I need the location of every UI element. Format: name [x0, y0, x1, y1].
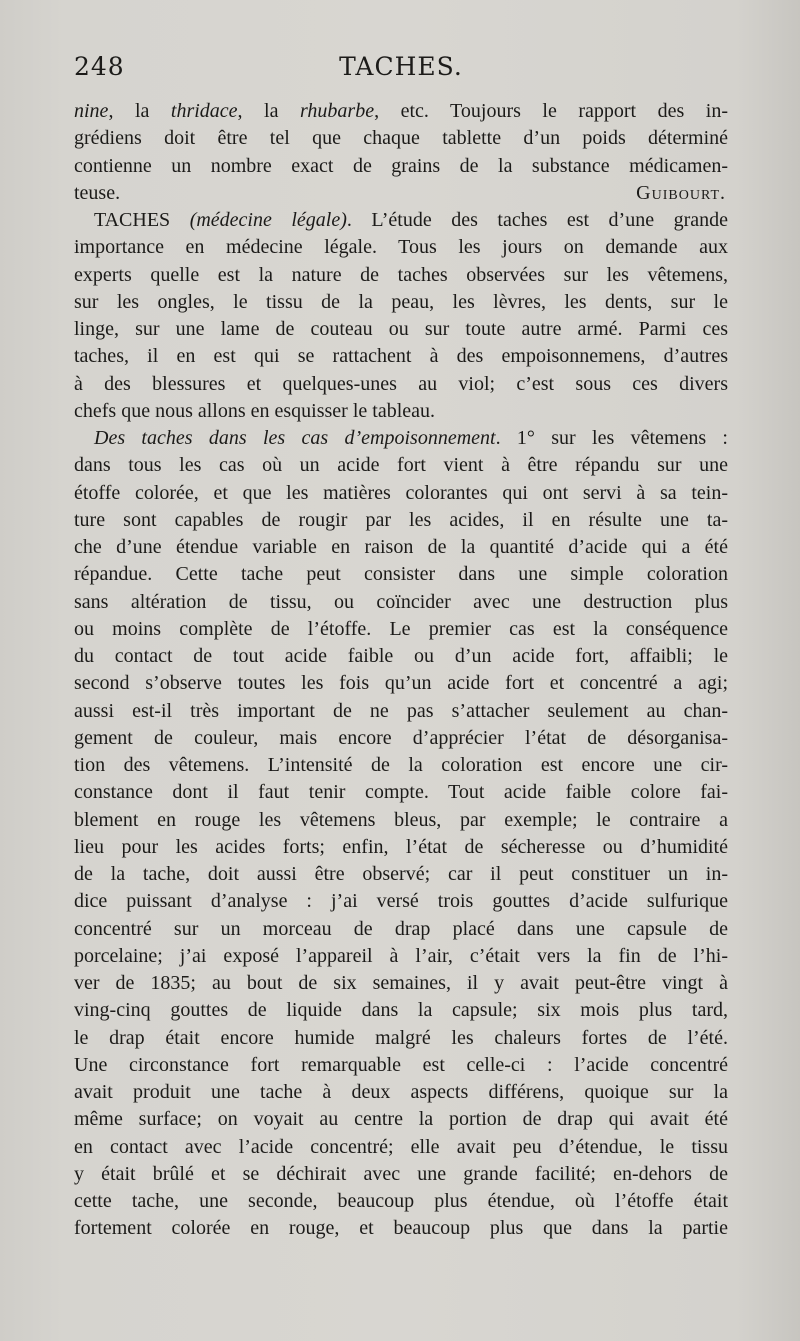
text-line: à des blessures et quelques-unes au viol; c’est sous ces divers — [74, 372, 728, 395]
text-line: importance en médecine légale. Tous les jours on demande aux — [74, 236, 728, 259]
italic-term: nine — [74, 100, 109, 122]
text-line: même surface; on voyait au centre la portion de drap qui avait été — [74, 1108, 728, 1131]
text-line: étoffe colorée, et que les matières colorantes qui ont servi à sa tein- — [74, 481, 728, 504]
page-number: 248 — [74, 52, 125, 81]
paragraph-lines — [74, 452, 728, 1242]
italic-term: rhubarbe — [300, 100, 375, 122]
text-line: ou moins complète de l’étoffe. Le premier cas est la conséquence — [74, 617, 728, 640]
text-run: , la — [237, 100, 300, 122]
text-line: ving-cinq gouttes de liquide dans la capsule; six mois plus tard, — [74, 999, 728, 1022]
text-line: aussi est-il très important de ne pas s’attacher seulement au chan- — [74, 699, 728, 722]
paragraph-continuation — [74, 98, 728, 207]
text-run: . 1° sur les vêtemens : — [495, 427, 728, 449]
text-line: Une circonstance fort remarquable est celle-ci : l’acide concentré — [74, 1053, 728, 1076]
signature-line — [74, 180, 728, 207]
text-line: le drap était encore humide malgré les chaleurs fortes de l’été. — [74, 1026, 728, 1049]
paragraph-taches-medecine-legale — [74, 207, 728, 425]
text-line: concentré sur un morceau de drap placé dans une capsule de — [74, 917, 728, 940]
text-run: . L’étude des taches est d’une grande — [346, 209, 729, 231]
text-line: tion des vêtemens. L’intensité de la coloration est encore une cir- — [74, 754, 728, 776]
text-line: fortement colorée en rouge, et beaucoup plus que dans la partie — [74, 1217, 728, 1240]
text-line: ture sont capables de rougir par les acides, il en résulte une ta- — [74, 508, 728, 531]
text-line: blement en rouge les vêtemens bleus, par exemple; le contraire a — [74, 808, 728, 831]
author-signature: Guibourt. — [636, 181, 726, 204]
page-header — [74, 52, 728, 88]
text-line: experts quelle est la nature de taches observées sur les vêtemens, — [74, 263, 728, 286]
text-line: dans tous les cas où un acide fort vient à être répandu sur une — [74, 454, 728, 477]
text-line: linge, sur une lame de couteau ou sur toute autre armé. Parmi ces — [74, 318, 728, 340]
italic-term: thridace — [170, 100, 238, 122]
text-line: constance dont il faut tenir compte. Tout acide faible colore fai- — [74, 781, 728, 804]
text-line: gement de couleur, mais encore d’apprécier l’état de désorganisa- — [74, 726, 728, 749]
text-line: du contact de tout acide faible ou d’un acide fort, affaibli; le — [74, 645, 728, 667]
text-line: chefs que nous allons en esquisser le tableau. — [74, 399, 436, 422]
text-run: , la — [108, 100, 171, 122]
text-line: ver de 1835; au bout de six semaines, il y avait peut-être vingt à — [74, 972, 728, 994]
italic-term: (médecine légale) — [189, 209, 347, 231]
text-line: avait produit une tache à deux aspects différens, quoique sur la — [74, 1081, 728, 1103]
text-line — [74, 98, 728, 125]
entry-heading: TACHES — [94, 209, 190, 231]
text-line: sans altération de tissu, ou coïncider avec une destruction plus — [74, 590, 728, 613]
text-run: , etc. Toujours le rapport des in- — [374, 100, 728, 122]
text-line — [74, 207, 728, 234]
text-line: répandue. Cette tache peut consister dans une simple coloration — [74, 563, 728, 586]
text-line: second s’observe toutes les fois qu’un acide fort et concentré a agi; — [74, 672, 728, 695]
text-line: sur les ongles, le tissu de la peau, les lèvres, les dents, sur le — [74, 290, 728, 313]
text-line: che d’une étendue variable en raison de la quantité d’acide qui a été — [74, 536, 728, 558]
text-line: de la tache, doit aussi être observé; car il peut constituer un in- — [74, 863, 728, 885]
text-line: y était brûlé et se déchirait avec une grande facilité; en-dehors de — [74, 1162, 728, 1185]
text-line: cette tache, une seconde, beaucoup plus étendue, où l’étoffe était — [74, 1190, 728, 1212]
italic-subheading: Des taches dans les cas d’empoisonnement — [94, 427, 496, 449]
text-line: en contact avec l’acide concentré; elle avait peu d’étendue, le tissu — [74, 1135, 728, 1158]
text-line: dice puissant d’analyse : j’ai versé trois gouttes d’acide sulfurique — [74, 890, 728, 913]
text-line: porcelaine; j’ai exposé l’appareil à l’air, c’était vers la fin de l’hi- — [74, 944, 728, 967]
text-line: taches, il en est qui se rattachent à des empoisonnemens, d’autres — [74, 345, 728, 368]
text-line: teuse. — [74, 181, 121, 204]
text-line — [74, 425, 728, 452]
page-body — [74, 98, 728, 1243]
paragraph-empoisonnement — [74, 425, 728, 1243]
text-line: grédiens doit être tel que chaque tablette d’un poids déterminé — [74, 127, 728, 150]
text-line: contienne un nombre exact de grains de la substance médicamen- — [74, 154, 728, 177]
running-title: TACHES. — [339, 52, 463, 81]
text-line: lieu pour les acides forts; enfin, l’état de sécheresse ou d’humidité — [74, 835, 728, 858]
